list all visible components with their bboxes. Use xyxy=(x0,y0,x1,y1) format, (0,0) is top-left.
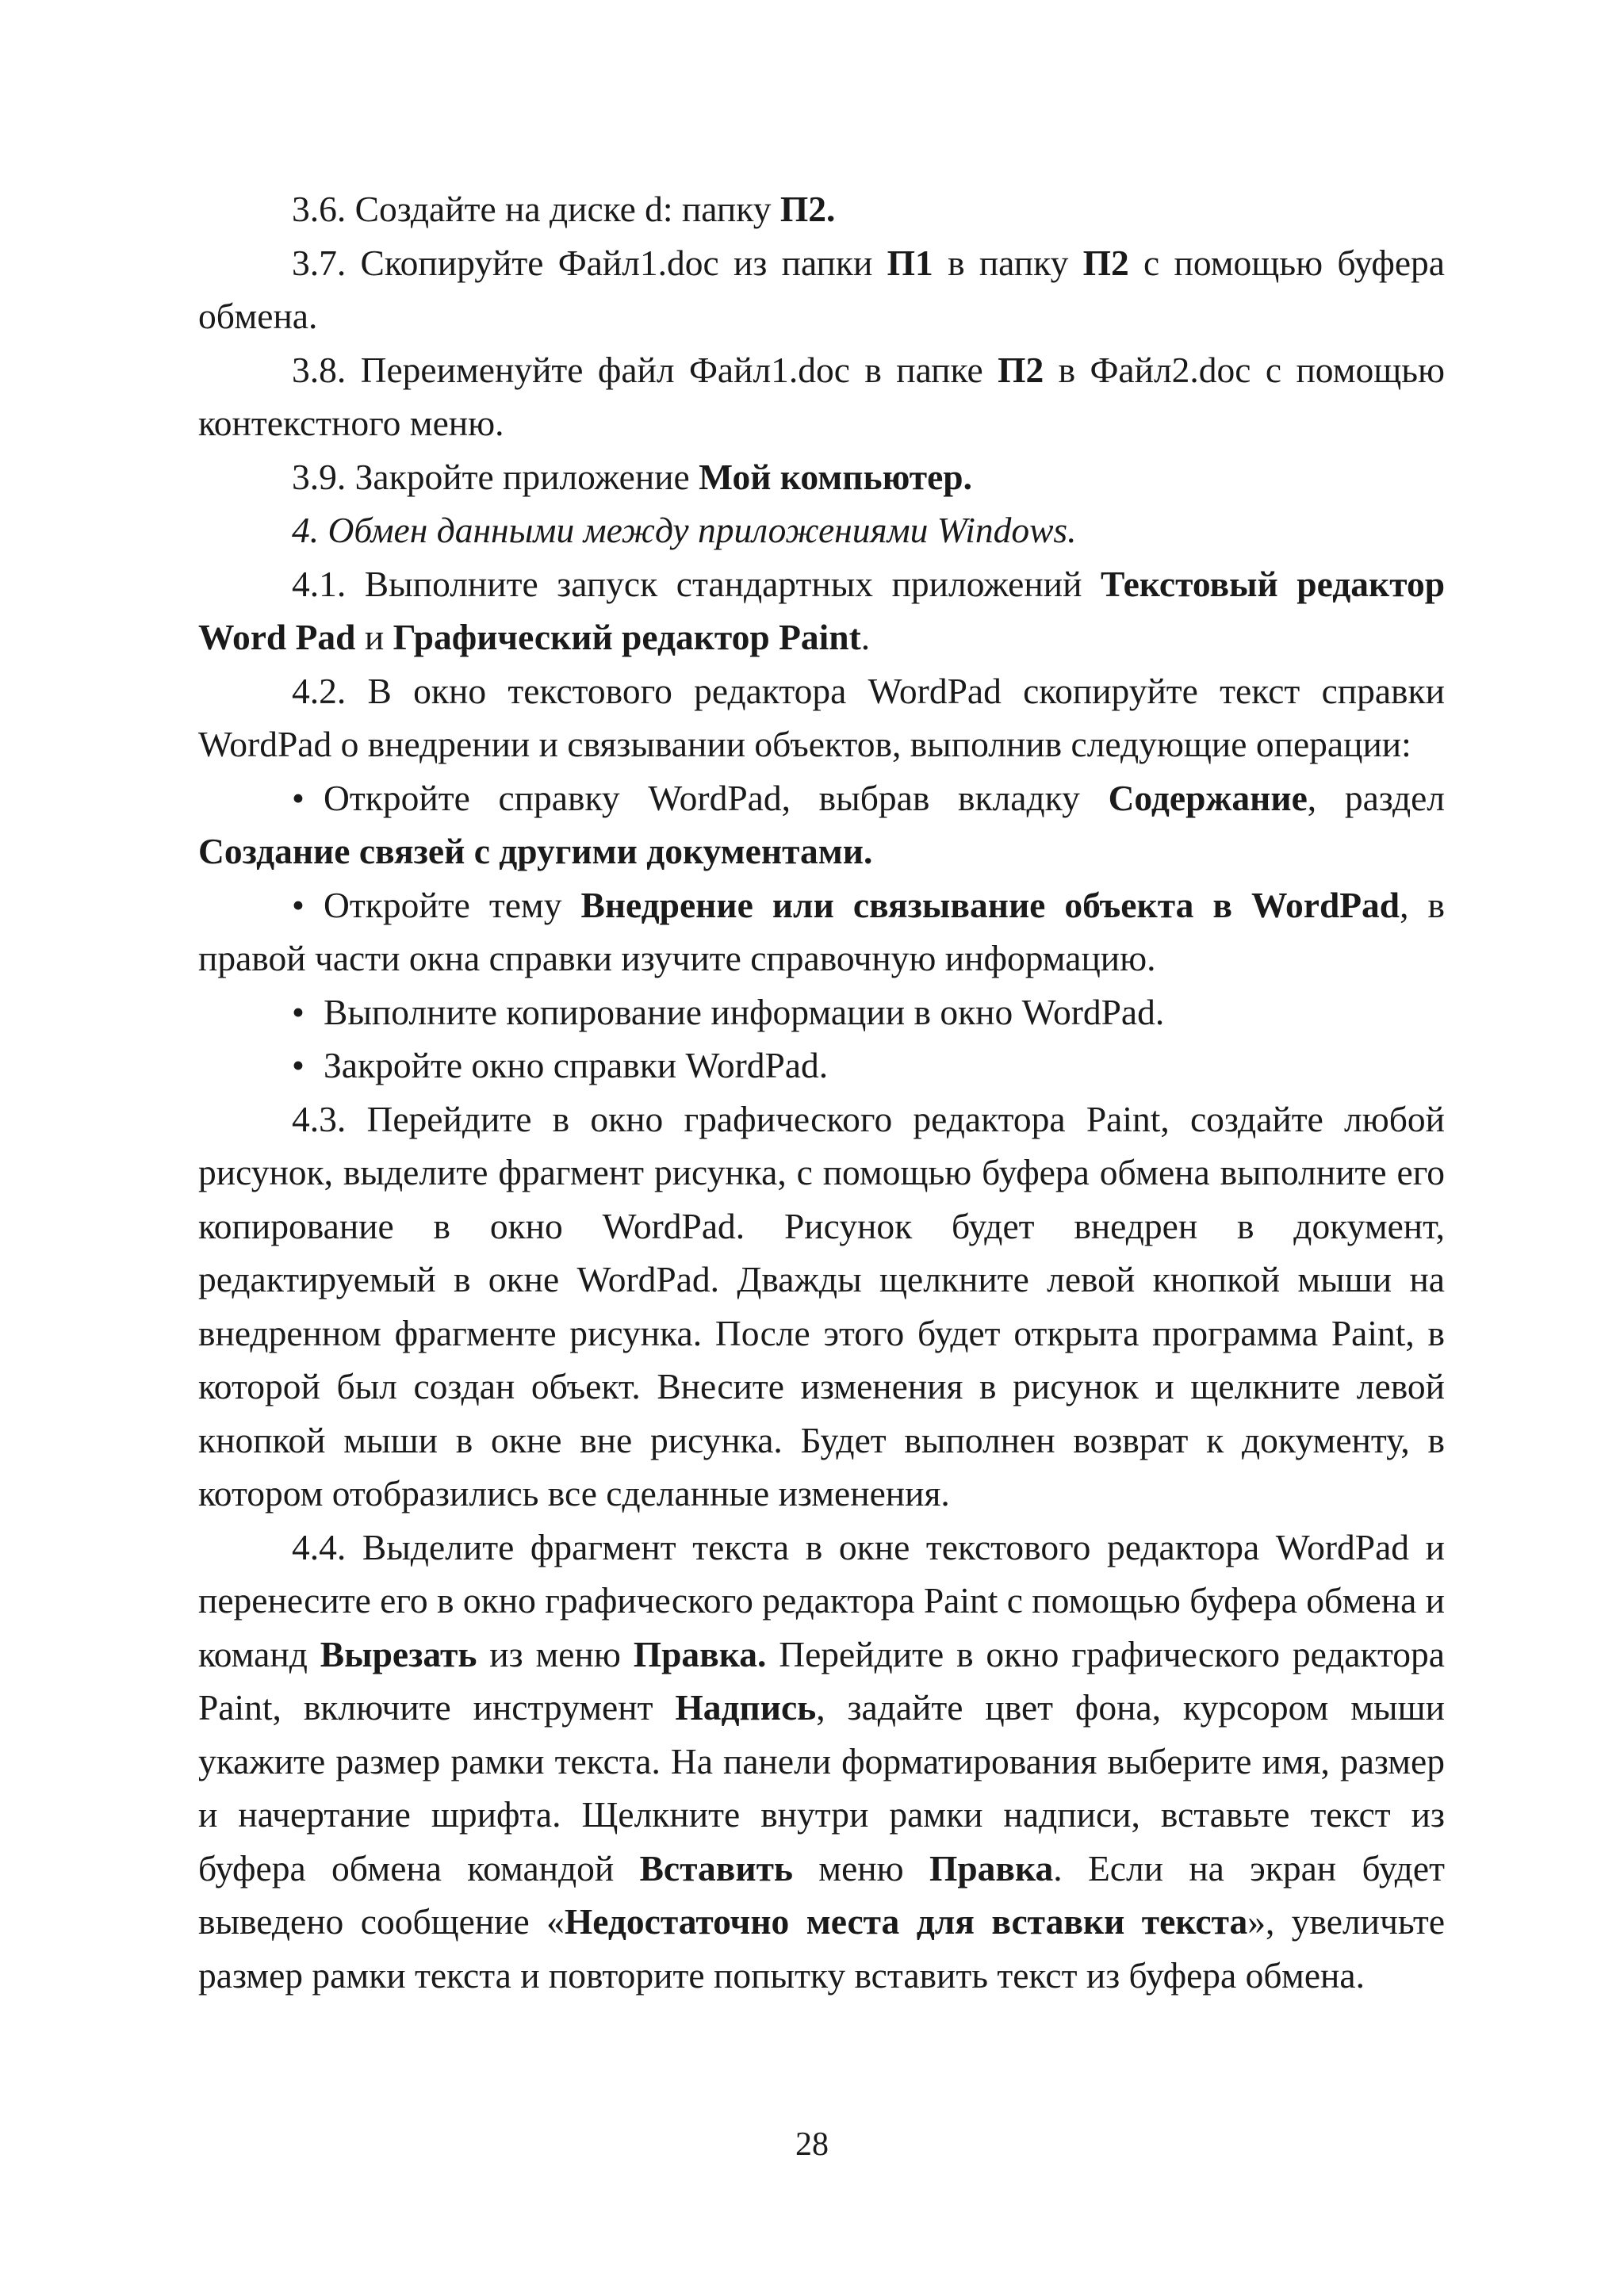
paragraph-step-4-2 xyxy=(198,664,1445,771)
text-run: . Если на экран будет выведено сообщение « xyxy=(198,1847,1445,1942)
bold-text: П2 xyxy=(1082,242,1129,283)
bold-text: Надпись xyxy=(675,1687,817,1728)
text-run: , раздел xyxy=(1307,777,1445,818)
bullet-icon: • xyxy=(292,777,304,818)
text-run: 3.6. Создайте на диске d: папку xyxy=(292,189,780,229)
text-run: 3.8. Переименуйте файл Файл1.doc в папке xyxy=(292,349,998,390)
text-run: и xyxy=(355,617,393,657)
paragraph-step-3-6 xyxy=(198,182,1445,236)
text-run: 4.4. Выделите фрагмент текста в окне текстового редактора WordPad и перенесите его в окно графического редактора Paint с помощью буфера обмена и команд xyxy=(198,1526,1445,1674)
paragraph-step-4-1 xyxy=(198,557,1445,664)
page-number: 28 xyxy=(795,2126,829,2163)
text-run: 4. Обмен данными между приложениями Windows. xyxy=(292,510,1077,550)
paragraph-section-4-heading xyxy=(198,503,1445,557)
bold-text: Правка. xyxy=(633,1633,767,1674)
paragraph-bullet-3 xyxy=(198,985,1445,1039)
bold-text: П2. xyxy=(779,189,836,229)
text-run: », увеличьте размер рамки текста и повторите попытку вставить текст из буфера обмена. xyxy=(198,1901,1446,1996)
document-page xyxy=(198,182,1445,2002)
text-run: Перейдите в окно графического редактора Paint, включите инструмент xyxy=(198,1633,1446,1728)
text-run: , в правой части окна справки изучите справочную информацию. xyxy=(198,884,1446,978)
text-run: с помощью буфера обмена. xyxy=(198,242,1445,336)
bold-text: Содержание xyxy=(1108,777,1308,818)
text-run: в Файл2.doc с помощью контекстного меню. xyxy=(198,349,1446,443)
text-run: Откройте тему xyxy=(324,884,581,925)
text-run: из меню xyxy=(477,1633,634,1674)
paragraph-bullet-1 xyxy=(198,771,1445,878)
text-run: . xyxy=(860,617,871,657)
text-run: 4.2. В окно текстового редактора WordPad скопируйте текст справки WordPad о внедрении и связывании объектов, выполнив следующие операции: xyxy=(198,670,1445,764)
bold-text: Правка xyxy=(929,1847,1054,1888)
text-run: , задайте цвет фона, курсором мыши укажите размер рамки текста. На панели форматирования выберите имя, размер и начертание шрифта. Щелкните внутри рамки надписи, вставьте текст из буфера обмена командой xyxy=(198,1687,1445,1888)
bullet-icon: • xyxy=(292,991,304,1032)
bold-text: Создание связей с другими документами. xyxy=(198,831,873,871)
text-run: 4.1. Выполните запуск стандартных приложений xyxy=(292,563,1101,604)
text-run: в папку xyxy=(933,242,1083,283)
text-run: Выполните копирование информации в окно WordPad. xyxy=(324,991,1165,1032)
paragraph-step-3-7 xyxy=(198,236,1445,343)
bold-text: Мой компьютер. xyxy=(699,456,972,497)
text-run: 4.3. Перейдите в окно графического редактора Paint, создайте любой рисунок, выделите фрагмент рисунка, с помощью буфера обмена выполните его копирование в окно WordPad. Рисунок будет внедрен в документ, редактируемый в окне WordPad. Дважды щелкните левой кнопкой мыши на внедренном фрагменте рисунка. После этого будет открыта программа Paint, в которой был создан объект. Внесите изменения в рисунок и щелкните левой кнопкой мыши в окне вне рисунка. Будет выполнен возврат к документу, в котором отобразились все сделанные изменения. xyxy=(198,1098,1445,1513)
text-run: меню xyxy=(792,1847,929,1888)
bold-text: П2 xyxy=(998,349,1044,390)
paragraph-step-4-3 xyxy=(198,1093,1445,1521)
bold-text: Вставить xyxy=(639,1847,793,1888)
paragraph-step-3-8 xyxy=(198,343,1445,450)
text-run: Откройте справку WordPad, выбрав вкладку xyxy=(324,777,1109,818)
bold-text: П1 xyxy=(887,242,933,283)
paragraph-bullet-4 xyxy=(198,1039,1445,1093)
paragraph-step-4-4 xyxy=(198,1521,1445,2003)
bold-text: Внедрение или связывание объекта в WordPad xyxy=(580,884,1400,925)
bold-text: Графический редактор Paint xyxy=(393,617,861,657)
text-run: 3.9. Закройте приложение xyxy=(292,456,699,497)
paragraph-step-3-9 xyxy=(198,450,1445,504)
bullet-icon: • xyxy=(292,1045,304,1085)
bold-text: Недостаточно места для вставки текста xyxy=(564,1901,1248,1942)
bullet-icon: • xyxy=(292,884,304,925)
bold-text: Текстовый редактор Word Pad xyxy=(198,563,1445,657)
bold-text: Вырезать xyxy=(320,1633,477,1674)
text-run: 3.7. Скопируйте Файл1.doc из папки xyxy=(292,242,887,283)
paragraph-bullet-2 xyxy=(198,878,1445,985)
text-run: Закройте окно справки WordPad. xyxy=(324,1045,829,1085)
